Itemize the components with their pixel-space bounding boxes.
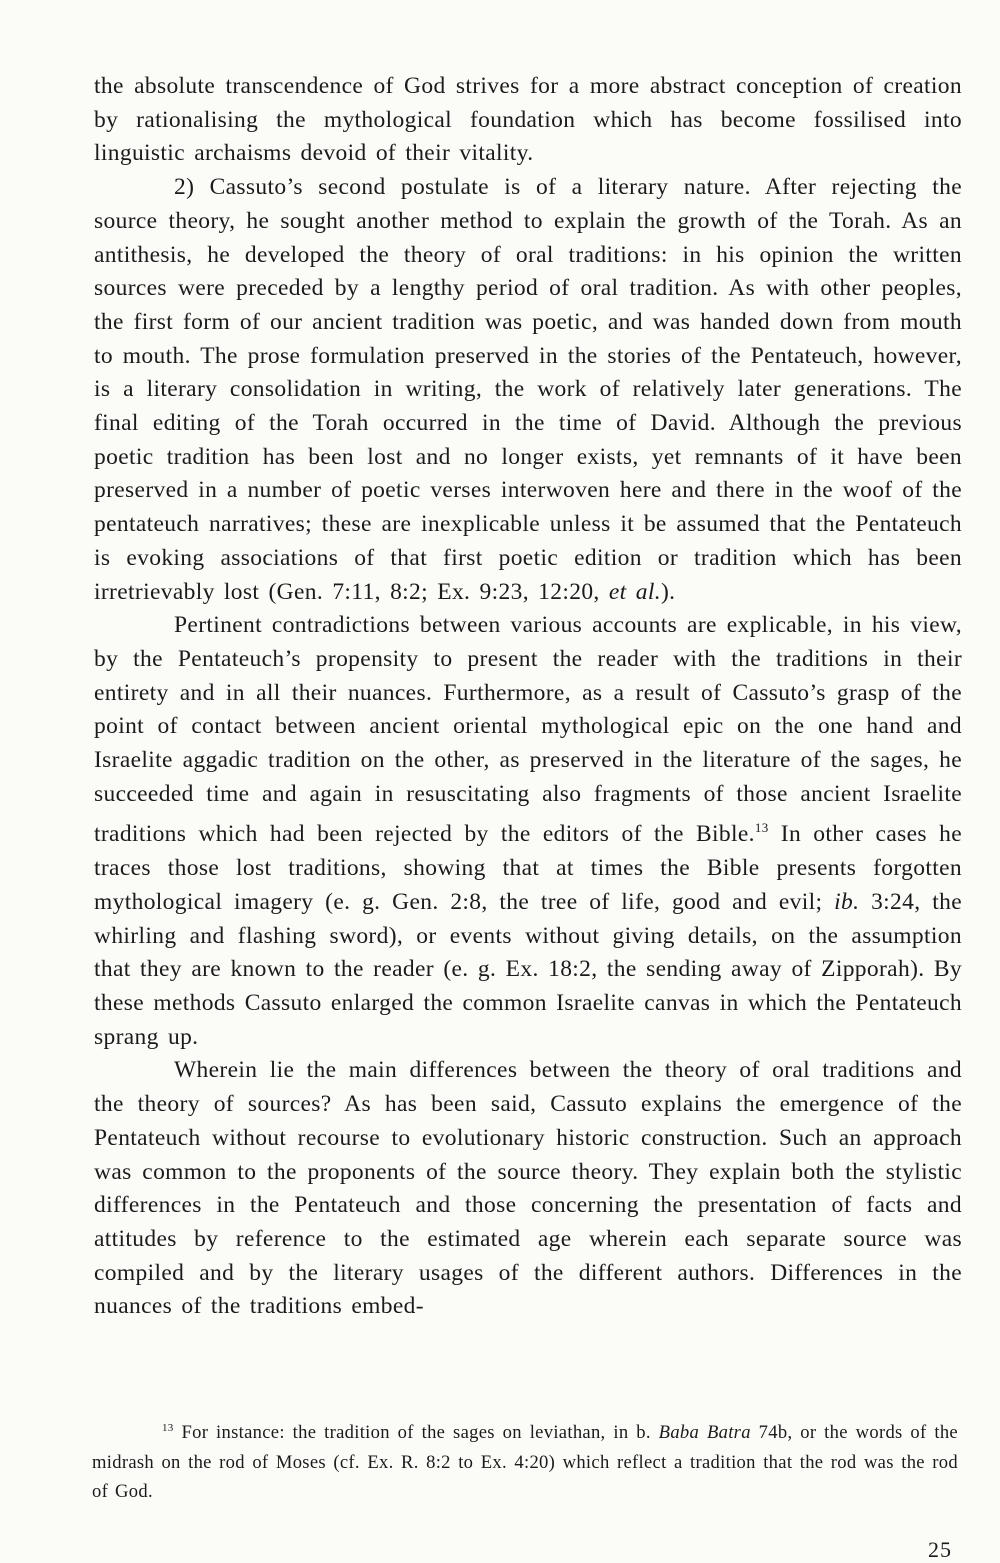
footnotes	[92, 1414, 958, 1507]
footnote-marker: 13	[754, 820, 769, 836]
paragraph	[94, 70, 962, 171]
body-text	[94, 70, 962, 1324]
text-segment: 74b, or the words of the midrash on the rod of Moses (cf. Ex. R. 8:2 to Ex. 4:20) which reflect a tradition that the rod was the rod of God.	[92, 1422, 958, 1502]
paragraph	[94, 171, 962, 609]
text-segment: In other cases he traces those lost traditions, showing that at times the Bible presents forgotten mythological imagery (e. g. Gen. 2:8, the tree of life, good and evil;	[94, 821, 962, 915]
footnote-marker: 13	[162, 1422, 174, 1434]
text-segment: Wherein lie the main differences between the theory of oral traditions and the theory of sources? As has been said, Cassuto explains the emergence of the Pentateuch without recourse to evolutionary historic construction. Such an approach was common to the proponents of the source theory. They explain both the stylistic differences in the Pentateuch and those concerning the presentation of facts and attitudes by reference to the estimated age wherein each separate source was compiled and by the literary usages of the different authors. Differences in the nuances of the traditions embed-	[94, 1057, 962, 1320]
text-segment: 3:24, the whirling and flashing sword), or events without giving details, on the assumption that they are known to the reader (e. g. Ex. 18:2, the sending away of Zipporah). By these methods Cassuto enlarged the common Israelite canvas in which the Pentateuch sprang up.	[94, 888, 962, 1050]
text-segment: Pertinent contradictions between various accounts are explicable, in his view, by the Pentateuch’s propensity to present the reader with the traditions in their entirety and in all their nuances. Furthermore, as a result of Cassuto’s grasp of the point of contact between ancient oriental mythological epic on the one hand and Israelite aggadic tradition on the other, as preserved in the literature of the sages, he succeeded time and again in resuscitating also fragments of those ancient Israelite traditions which had been rejected by the editors of the Bible.	[94, 612, 962, 848]
text-segment: 2) Cassuto’s second postulate is of a literary nature. After rejecting the source theory, he sought another method to explain the growth of the Torah. As an antithesis, he developed the theory of oral traditions: in his opinion the written sources were preceded by a lengthy period of oral tradition. As with other peoples, the first form of our ancient tradition was poetic, and was handed down from mouth to mouth. The prose formulation preserved in the stories of the Pentateuch, however, is a literary consolidation in writing, the work of relatively later generations. The final editing of the Torah occurred in the time of David. Although the previous poetic tradition has been lost and no longer exists, yet remnants of it have been preserved in a number of poetic verses interwoven here and there in the woof of the pentateuch narratives; these are inexplicable unless it be assumed that the Pentateuch is evoking associations of that first poetic edition or tradition which has been irretrievably lost (Gen. 7:11, 8:2; Ex. 9:23, 12:20,	[94, 174, 962, 605]
italic-text: Baba Batra	[658, 1422, 751, 1443]
footnote	[92, 1414, 958, 1507]
text-segment: ).	[660, 578, 676, 605]
italic-text: et al.	[608, 578, 661, 605]
page-number: 25	[928, 1537, 952, 1562]
paragraph	[94, 609, 962, 1054]
paragraph	[94, 1054, 962, 1324]
italic-text: ib.	[834, 888, 860, 915]
text-segment: For instance: the tradition of the sages on leviathan, in b.	[173, 1422, 659, 1443]
text-segment: the absolute transcendence of God strives for a more abstract conception of creation by rationalising the mythological foundation which has become fossilised into linguistic archaisms devoid of their vitality.	[94, 73, 962, 167]
